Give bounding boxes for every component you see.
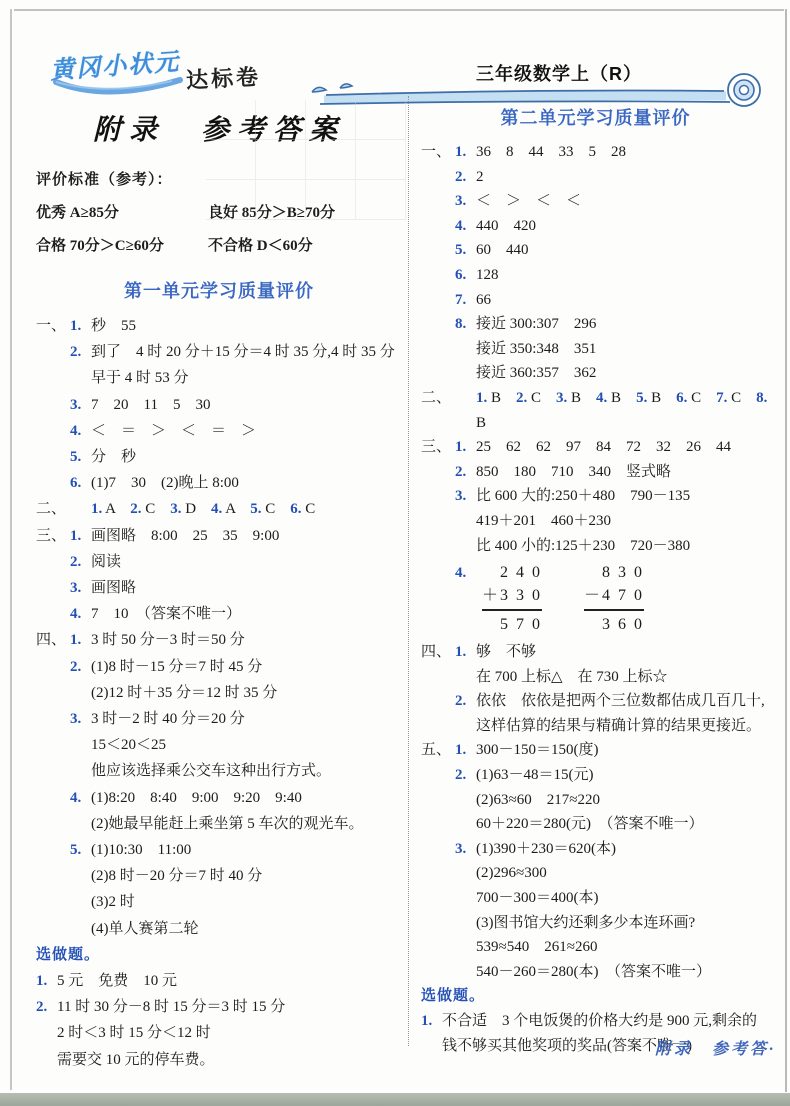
vertical-arithmetic-row: 3 6 0 [584, 616, 645, 634]
answer-line [36, 392, 402, 418]
answer-line [421, 689, 770, 738]
answer-text: 接近 300:307 296 [476, 316, 597, 333]
page-edge-left [10, 9, 12, 1090]
answer-text: ＜ ＞ ＜ ＜ [476, 193, 582, 210]
answer-line [36, 444, 402, 470]
answer-choice: B [567, 389, 597, 406]
answer-line [36, 523, 402, 549]
item-number: 1. [421, 1013, 433, 1029]
answer-line [36, 680, 402, 706]
vertical-arithmetic-row: 2 4 0 [482, 564, 543, 582]
item-number: 3. [455, 488, 467, 505]
question-group-number: 三、 [421, 439, 452, 456]
item-number: 2. [516, 389, 528, 406]
answer-line [36, 994, 402, 1020]
answer-text: 11 时 30 分－8 时 15 分＝3 时 15 分 [57, 999, 286, 1016]
answer-line [421, 312, 770, 337]
answer-line [36, 758, 402, 784]
item-number: 1. [455, 439, 467, 456]
answer-line [36, 339, 402, 391]
answer-choice: C [527, 389, 557, 406]
answer-text: 539≈540 261≈260 [476, 939, 598, 956]
answer-text: 5 元 免费 10 元 [57, 973, 178, 990]
item-number: 3. [70, 396, 82, 413]
item-number: 1. [70, 318, 82, 334]
vertical-arithmetic-row: 8 3 0 [584, 564, 645, 582]
answer-text: 比 400 小的:125＋230 720－380 [476, 537, 691, 554]
answer-text: 秒 55 [91, 318, 137, 334]
question-group-number: 五、 [421, 742, 452, 759]
answer-line [421, 558, 770, 640]
answer-text: ＜ ＝ ＞ ＜ ＝ ＞ [91, 422, 257, 439]
question-group-number: 二、 [421, 389, 452, 406]
answer-text: (1)10:30 11:00 [91, 842, 192, 859]
answer-text: 需要交 10 元的停车费。 [57, 1051, 215, 1068]
item-number: 6. [676, 389, 688, 406]
optional-section-label: 选做题。 [36, 946, 101, 963]
grade-good: 良好 85分＞B≥70分 [208, 205, 335, 221]
answer-text: 画图略 [91, 580, 137, 597]
answer-choice: A [102, 501, 131, 518]
answer-text: 依依 依依是把两个三位数都估成几百几十,这样估算的结果与精确计算的结果更接近。 [476, 693, 765, 734]
grading-standard [36, 168, 402, 255]
answer-choice: C [141, 501, 171, 518]
column-divider [408, 96, 409, 1046]
brand-logo-text: 黄冈小状元 [49, 48, 181, 85]
answer-choice: B [487, 389, 517, 406]
vertical-arithmetic-group [476, 558, 770, 640]
answer-line [421, 140, 770, 165]
item-number: 7. [455, 291, 467, 308]
answer-line [36, 889, 402, 915]
answer-line [421, 935, 770, 960]
answer-text: (2)8 时－20 分＝7 时 40 分 [91, 868, 263, 885]
answer-text: 128 [476, 266, 499, 283]
item-number: 8. [455, 316, 467, 333]
answer-line [421, 861, 770, 886]
unit2-answers [421, 140, 770, 1058]
item-number: 4. [211, 501, 223, 518]
section-heading-unit1: 第一单元学习质量评价 [124, 281, 314, 301]
answer-line [421, 812, 770, 837]
answer-line [421, 509, 770, 534]
answer-text: 7 20 11 5 30 [91, 396, 211, 413]
answer-choice: C [261, 501, 291, 518]
answer-line [421, 837, 770, 862]
answer-text: 3 时－2 时 40 分＝20 分 [91, 711, 245, 728]
left-column [36, 92, 402, 1086]
item-number: 1. [476, 389, 488, 406]
answer-choice: D [181, 501, 212, 518]
answer-line [36, 470, 402, 496]
answer-line [421, 435, 770, 460]
content-columns [36, 92, 770, 1086]
answer-choice: C [727, 389, 757, 406]
answer-line [421, 189, 770, 214]
answer-line [421, 788, 770, 813]
answer-text: (1)390＋230＝620(本) [476, 840, 616, 857]
item-number: 3. [170, 501, 182, 518]
answer-text: 接近 360:357 362 [476, 365, 597, 382]
answer-text: 60＋220＝280(元) （答案不唯一） [476, 816, 704, 833]
answer-line [36, 1020, 402, 1046]
item-number: 2. [70, 344, 82, 361]
answer-line [36, 418, 402, 444]
answer-line [421, 337, 770, 362]
item-number: 3. [70, 711, 82, 728]
brand-logo-block [49, 46, 300, 93]
item-number: 1. [91, 501, 103, 518]
item-number: 4. [70, 789, 82, 806]
question-group-number: 一、 [36, 318, 67, 334]
vertical-arithmetic [482, 561, 542, 636]
item-number: 6. [70, 475, 82, 492]
answer-line [36, 811, 402, 837]
answer-text [476, 558, 770, 640]
answer-text: 阅读 [91, 553, 122, 570]
answer-line [36, 575, 402, 601]
answer-text: 不合适 3 个电饭煲的价格大约是 900 元,剩余的钱不够买其他奖项的奖品(答案不唯一) [442, 1013, 758, 1054]
grading-standard-label: 评价标准（参考）： [36, 172, 173, 188]
answer-line [36, 496, 402, 522]
answer-line [421, 165, 770, 190]
item-number: 2. [130, 501, 142, 518]
answer-text: 到了 4 时 20 分＋15 分＝4 时 35 分,4 时 35 分早于 4 时 53 分 [91, 344, 395, 387]
answer-text: (2)63≈60 217≈220 [476, 791, 600, 808]
answer-line [36, 837, 402, 863]
answer-text: 7 10 （答案不唯一） [91, 606, 242, 623]
item-number: 5. [455, 242, 467, 259]
answer-line [36, 863, 402, 889]
answer-text: 够 不够 [476, 644, 537, 661]
answer-text: 60 440 [476, 242, 529, 259]
page-edge-top [14, 9, 784, 11]
answer-line [421, 640, 770, 665]
answer-text: (2)12 时＋35 分＝12 时 35 分 [91, 684, 278, 701]
optional-section-label: 选做题。 [421, 988, 486, 1005]
answer-line [36, 916, 402, 942]
item-number: 1. [70, 632, 82, 649]
answer-line [421, 484, 770, 509]
answer-text: 850 180 710 340 竖式略 [476, 463, 672, 480]
item-number: 1. [70, 527, 82, 544]
appendix-title: 附录 参考答案 [92, 115, 345, 146]
answer-text: 画图略 8:00 25 35 9:00 [91, 527, 280, 544]
answer-text: 700－300＝400(本) [476, 890, 599, 907]
answer-line [421, 386, 770, 435]
answer-text: 300－150＝150(度) [476, 742, 599, 759]
answer-line [421, 460, 770, 485]
answer-text [91, 496, 402, 522]
answer-line [36, 654, 402, 680]
answer-text [476, 386, 770, 435]
item-number: 8. [756, 389, 768, 406]
item-number: 1. [455, 644, 467, 661]
answer-line [421, 263, 770, 288]
answer-choice: B [647, 389, 677, 406]
answer-choice: C [301, 501, 316, 518]
grading-row [36, 201, 402, 222]
item-number: 6. [290, 501, 302, 518]
edition-title: 三年级数学上（R） [476, 64, 642, 84]
item-number: 2. [455, 693, 467, 710]
answer-line [421, 738, 770, 763]
item-number: 4. [596, 389, 608, 406]
answer-choice: A [222, 501, 251, 518]
answer-line [421, 911, 770, 936]
answer-line [421, 361, 770, 386]
answer-text: 15＜20＜25 [91, 737, 167, 754]
answer-line [36, 1047, 402, 1073]
answer-text: (3)图书馆大约还剩多少本连环画? [476, 914, 696, 931]
item-number: 5. [636, 389, 648, 406]
answer-text: 440 420 [476, 217, 537, 234]
answer-line [36, 785, 402, 811]
question-group-number: 三、 [36, 527, 67, 544]
question-group-number: 四、 [36, 632, 67, 649]
answer-text: (1)8 时－15 分＝7 时 45 分 [91, 658, 263, 675]
vertical-arithmetic-row: －4 7 0 [584, 584, 644, 611]
answer-line [421, 960, 770, 985]
item-number: 3. [70, 580, 82, 597]
grade-pass: 合格 70分＞C≥60分 [36, 238, 164, 254]
answer-line [36, 601, 402, 627]
answer-line [421, 238, 770, 263]
item-number: 3. [455, 840, 467, 857]
answer-line [421, 665, 770, 690]
unit1-answers [36, 313, 402, 1073]
page-footer: 附录 参考答· [654, 1041, 776, 1058]
question-group-number: 四、 [421, 644, 452, 661]
item-number: 2. [455, 463, 467, 480]
answer-text: 2 时＜3 时 15 分＜12 时 [57, 1025, 211, 1042]
answer-line [36, 627, 402, 653]
answer-line [421, 534, 770, 559]
answer-choice: B [607, 389, 637, 406]
answer-text: 540－260＝280(本) （答案不唯一） [476, 963, 711, 980]
item-number: 4. [455, 217, 467, 234]
answer-text: 3 时 50 分－3 时＝50 分 [91, 632, 245, 649]
section-heading-unit2: 第二单元学习质量评价 [500, 108, 691, 128]
answer-line [36, 706, 402, 732]
answer-text: (1)7 30 (2)晚上 8:00 [91, 475, 239, 492]
grading-row [36, 234, 402, 255]
item-number: 6. [455, 266, 467, 283]
vertical-arithmetic-row: ＋3 3 0 [482, 584, 542, 611]
item-number: 2. [455, 168, 467, 185]
item-number: 2. [36, 999, 48, 1016]
answer-text: (3)2 时 [91, 894, 135, 911]
answer-text: 2 [476, 168, 484, 185]
answer-text: 419＋201 460＋230 [476, 512, 612, 529]
answer-text: 分 秒 [91, 449, 137, 466]
answer-text: (2)296≈300 [476, 865, 547, 882]
answer-text: 比 600 大的:250＋480 790－135 [476, 488, 691, 505]
item-number: 1. [36, 973, 48, 990]
answer-text: 36 8 44 33 5 28 [476, 144, 627, 160]
page-edge-bottom [0, 1093, 790, 1106]
answer-line [36, 732, 402, 758]
answer-line [36, 313, 402, 339]
item-number: 2. [70, 553, 82, 570]
page-edge-right [785, 9, 787, 1092]
answer-text: 他应该选择乘公交车这种出行方式。 [91, 763, 332, 780]
answer-text: 在 700 上标△ 在 730 上标☆ [476, 668, 668, 685]
answer-text: 66 [476, 291, 491, 308]
answer-text: (4)单人赛第二轮 [91, 920, 199, 937]
answer-text: 25 62 62 97 84 72 32 26 44 [476, 439, 732, 456]
vertical-arithmetic [584, 561, 644, 636]
item-number: 2. [70, 658, 82, 675]
answer-text: 接近 350:348 351 [476, 340, 597, 357]
item-number: 4. [70, 606, 82, 623]
item-number: 5. [250, 501, 262, 518]
item-number: 7. [716, 389, 728, 406]
answer-line [421, 763, 770, 788]
answer-line [36, 549, 402, 575]
answer-text: (2)她最早能赶上乘坐第 5 车次的观光车。 [91, 815, 364, 832]
item-number: 1. [455, 144, 467, 160]
question-group-number: 一、 [421, 144, 452, 160]
item-number: 5. [70, 449, 82, 466]
answer-line [421, 214, 770, 239]
right-column [417, 92, 770, 1086]
question-group-number: 二、 [36, 501, 67, 518]
grade-fail: 不合格 D＜60分 [208, 238, 313, 254]
answer-line [36, 968, 402, 994]
vertical-arithmetic-row: 5 7 0 [482, 616, 543, 634]
item-number: 4. [455, 565, 467, 582]
series-title: 达标卷 [185, 64, 262, 93]
grade-excellent: 优秀 A≥85分 [36, 205, 119, 221]
answer-text: (1)63－48＝15(元) [476, 767, 594, 784]
item-number: 3. [455, 193, 467, 210]
item-number: 5. [70, 842, 82, 859]
item-number: 3. [556, 389, 568, 406]
item-number: 2. [455, 767, 467, 784]
item-number: 4. [70, 422, 82, 439]
item-number: 1. [455, 742, 467, 759]
answer-choice: C [687, 389, 717, 406]
answer-line [421, 886, 770, 911]
answer-line [421, 288, 770, 313]
answer-choice: B [476, 389, 772, 431]
answer-text: (1)8:20 8:40 9:00 9:20 9:40 [91, 789, 302, 806]
